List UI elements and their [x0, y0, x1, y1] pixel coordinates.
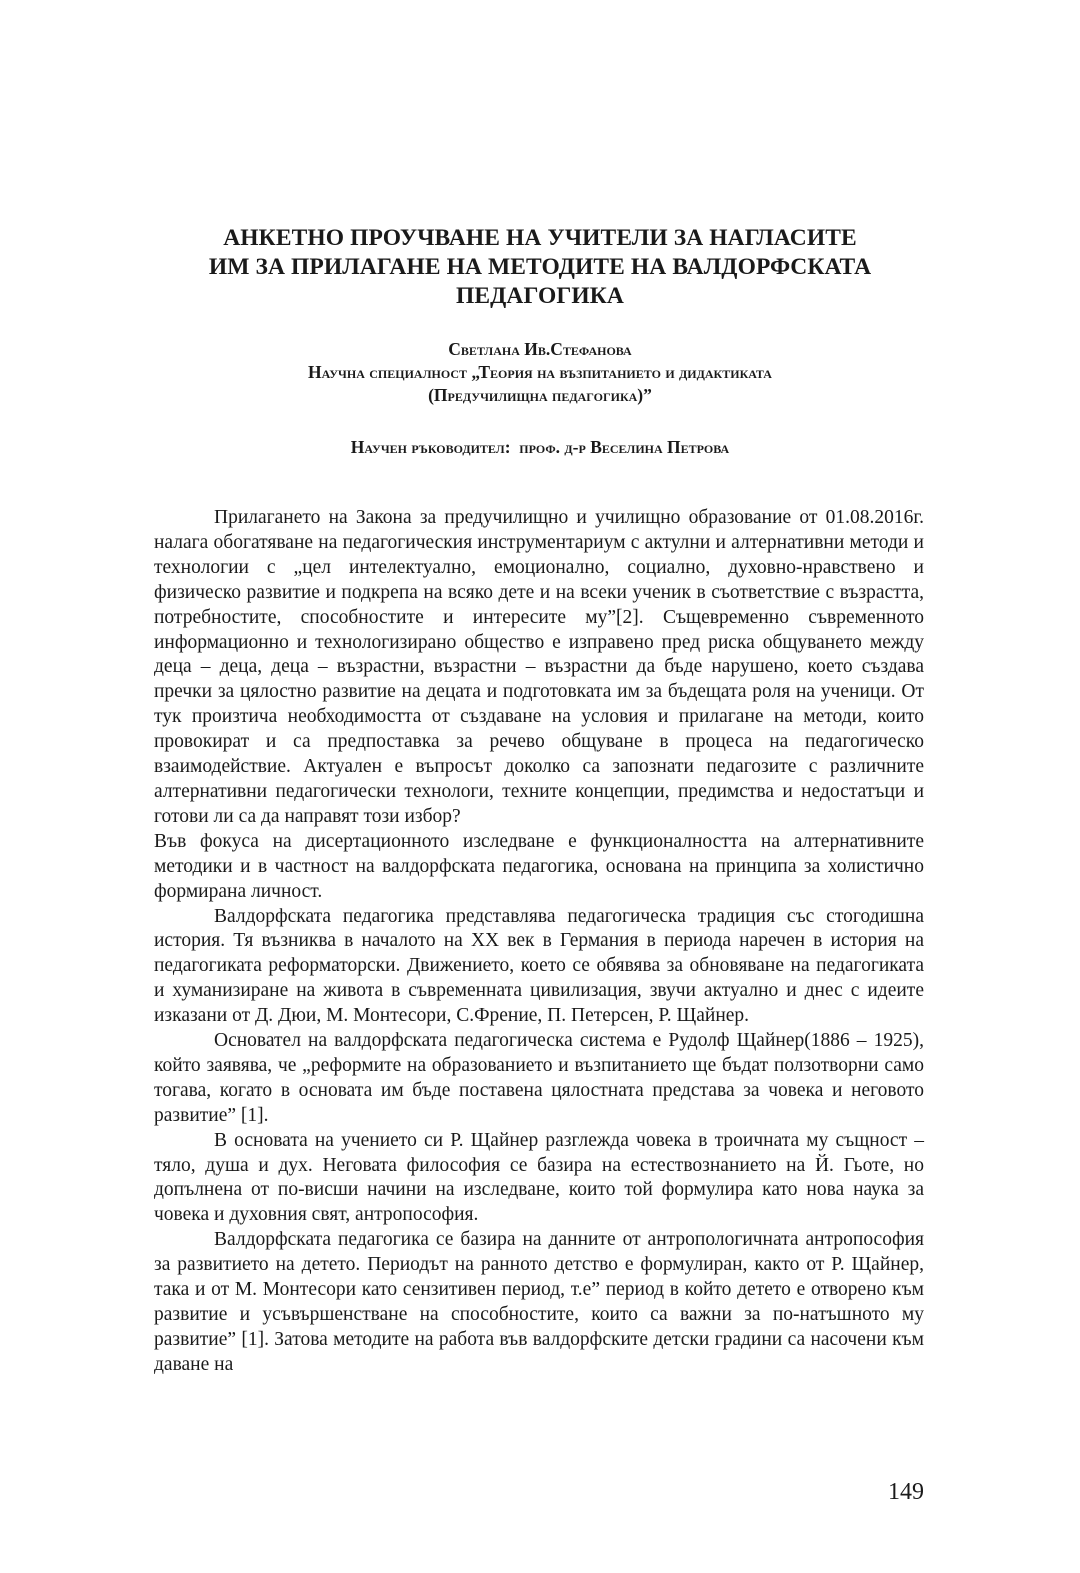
title-line: ПЕДАГОГИКА	[456, 283, 624, 309]
author-specialty-continued: (Предучилищна педагогика)”	[428, 385, 652, 405]
paragraph: Прилагането на Закона за предучилищно и училищно образование от 01.08.2016г. налага обогатяване на педагогическия инструментариум с актулни и алтернативни методи и технологии с „цел интелектуално, емоционално, социално, духовно-нравствено и физическо развитие и подкрепа на всяко дете и на всеки ученик в съответствие с възрастта, потребностите, способностите и интересите му”[2]. Същевременно съвременното информационно и технологизирано общество е изправено пред риска общуването между деца – деца, деца – възрастни, възрастни – възрастни да бъде нарушено, което създава пречки за цялостно развитие на децата и подготовката им за бъдещата роля на ученици. От тук произтича необходимостта от създаване на условия и прилагане на методи, които провокират и са предпоставка за речево общуване в процеса на педагогическо взаимодействие. Актуален е въпросът доколко са запознати педагозите с различните алтернативни педагогически технологи, техните концепции, предимства и недостатъци и готови ли са да направят този избор?	[154, 507, 924, 827]
author-name: Светлана Ив.Стефанова	[448, 339, 632, 359]
scientific-supervisor: Научен ръководител: проф. д-р Веселина Петрова	[350, 437, 730, 457]
paragraph: Във фокуса на дисертационното изследване е функционалността на алтернативните методики и в частност на валдорфската педагогика, основана на принципа за холистично формирана личност.	[154, 830, 924, 902]
author-block	[150, 338, 930, 407]
author-specialty: Научна специалност „Теория на възпитанието и дидактиката	[308, 362, 772, 382]
paragraph: Основател на валдорфската педагогическа система е Рудолф Щайнер(1886 – 1925), който заявява, че „реформите на образованието и възпитанието ще бъдат ползотворни само тогава, когато в основата им бъде поставена цялостната представа за човека и неговото развитие” [1].	[154, 1030, 924, 1126]
title-line: АНКЕТНО ПРОУЧВАНЕ НА УЧИТЕЛИ ЗА НАГЛАСИТЕ	[223, 225, 857, 251]
body-text	[154, 506, 924, 1378]
paragraph: В основата на учението си Р. Щайнер разглежда човека в троичната му същност – тяло, душа и дух. Неговата философия се базира на естествознанието на Й. Гьоте, но допълнена от по-висши начини на изследване, които той формулира като нова наука за човека и духовния свят, антропософия.	[154, 1129, 924, 1226]
paragraph: Валдорфската педагогика представлява педагогическа традиция със стогодишна история. Тя възниква в началото на XX век в Германия в периода наречен в история на педагогиката реформаторски. Движението, което се обявява за обновяване на педагогиката и хуманизиране на живота в съвременната цивилизация, звучи актуално и днес с идеите изказани от Д. Дюи, М. Монтесори, С.Френие, П. Петерсен, Р. Щайнер.	[154, 905, 924, 1027]
paragraph: Валдорфската педагогика се базира на данните от антропологичната антропософия за развитието на детето. Периодът на ранното детство е формулиран, както от Р. Щайнер, така и от М. Монтесори като сензитивен период, т.е” период в който детето е отворено към развитие и усъвършенстване на способностите, които са важни за по-натъшното му развитие” [1]. Затова методите на работа във валдорфските детски градини са насочени към даване на	[154, 1229, 924, 1375]
paper-title	[150, 224, 930, 311]
title-line: ИМ ЗА ПРИЛАГАНЕ НА МЕТОДИТЕ НА ВАЛДОРФСКАТА	[208, 254, 872, 280]
page-number: 149	[888, 1479, 924, 1505]
